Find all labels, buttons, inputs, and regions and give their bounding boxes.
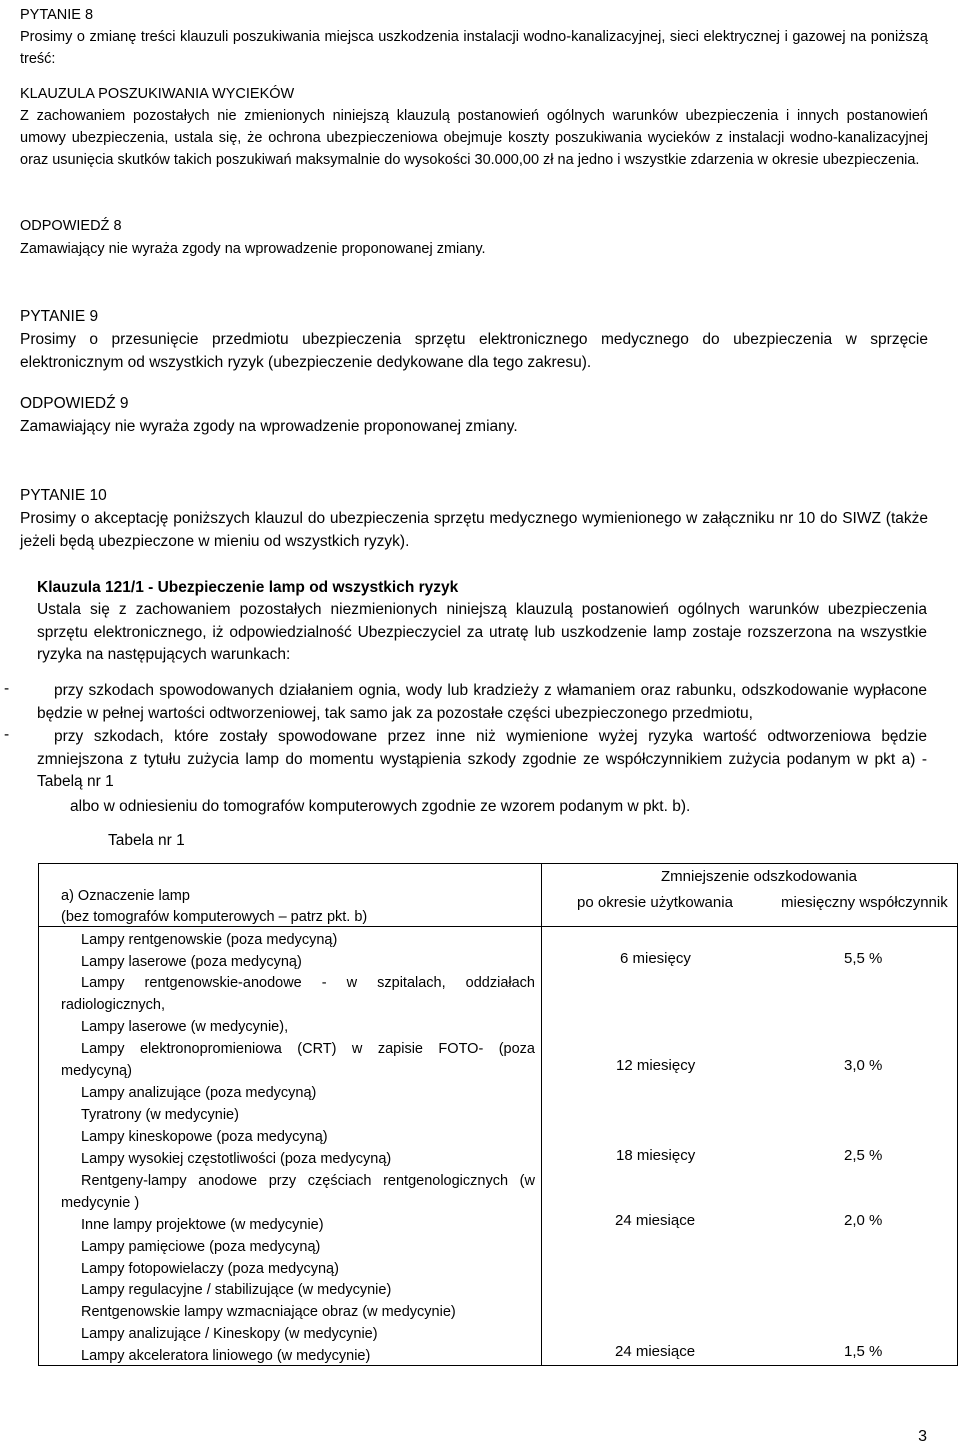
lamp-item: Lampy fotopowielaczy (poza medycyną) (81, 1261, 339, 1277)
header-period: po okresie użytkowania (577, 894, 733, 911)
question-8-clause-text: Z zachowaniem pozostałych nie zmienionych niniejszą klauzulą postanowień ogólnych warunków ubezpieczenia i innych postanowień umowy ubezpieczenia, ustala się, że ochrona ubezpieczeniowa obejmuje koszty poszukiwania wycieków z instalacji wodno-kanalizacyjnej oraz usunięcia skutków takich poszukiwań maksymalnie do wysokości 30.000,00 zł na jedno i wszystkie zdarzenia w okresie ubezpieczenia. (20, 108, 928, 168)
bullet-dash-1: - (4, 680, 10, 697)
page-number: 3 (918, 1428, 927, 1445)
table-row-2-lamps (61, 972, 535, 1126)
table-row-1-lamps (61, 929, 535, 973)
lamp-item: Lampy analizujące / Kineskopy (w medycynie) (81, 1326, 378, 1342)
question-8-clause-title: KLAUZULA POSZUKIWANIA WYCIEKÓW (20, 86, 295, 102)
question-10-heading: PYTANIE 10 (20, 487, 107, 504)
table-row-4-period: 24 miesiące (615, 1212, 696, 1229)
question-9-text: Prosimy o przesunięcie przedmiotu ubezpieczenia sprzętu elektronicznego medycznego do ubezpieczenia w sprzęcie elektronicznym od wszystkich ryzyk (ubezpieczenie dedykowane dla tego zakresu). (20, 331, 928, 371)
question-8-text: Prosimy o zmianę treści klauzuli poszukiwania miejsca uszkodzenia instalacji wodno-kanalizacyjnej, sieci elektrycznej i gazowej na poniższą treść: (20, 29, 928, 67)
question-8-heading: PYTANIE 8 (20, 7, 94, 23)
lamp-item: Lampy elektronopromieniowa (CRT) w zapisie FOTO- (poza medycyną) (61, 1041, 535, 1079)
lamp-item: Lampy pamięciowe (poza medycyną) (81, 1239, 321, 1255)
table-column-divider (541, 864, 542, 1365)
table-row-3-lamps (61, 1126, 535, 1170)
lamp-item: Lampy akceleratora liniowego (w medycynie) (81, 1348, 371, 1364)
answer-9-heading: ODPOWIEDŹ 9 (20, 395, 129, 412)
table-row-5-lamps (61, 1279, 535, 1367)
answer-9-text: Zamawiający nie wyraża zgody na wprowadzenie proponowanej zmiany. (20, 418, 518, 435)
question-10-text: Prosimy o akceptację poniższych klauzul do ubezpieczenia sprzętu medycznego wymienionego w załączniku nr 10 do SIWZ (także jeżeli będą ubezpieczone w mieniu od wszystkich ryzyk). (20, 510, 928, 550)
table-row-2-period: 12 miesięcy (616, 1057, 696, 1074)
lamp-item: Lampy laserowe (w medycynie), (81, 1019, 289, 1035)
table-row-3-period: 18 miesięcy (616, 1147, 696, 1164)
lamp-item: Lampy wysokiej częstotliwości (poza medycyną) (81, 1151, 392, 1167)
bullet-item-2-continuation: albo w odniesieniu do tomografów komputerowych zgodnie ze wzorem podanym w pkt. b). (70, 798, 691, 815)
lamp-item: Rentgenowskie lampy wzmacniające obraz (w medycynie) (81, 1304, 456, 1320)
lamp-item: Rentgeny-lampy anodowe przy częściach rentgenologicznych (w medycynie ) (61, 1173, 535, 1211)
lamp-item: Lampy regulacyjne / stabilizujące (w medycynie) (81, 1282, 392, 1298)
table-row-1-coefficient: 5,5 % (844, 950, 883, 967)
table-row-3-coefficient: 2,5 % (844, 1147, 883, 1164)
header-coefficient: miesięczny współczynnik (781, 894, 948, 911)
question-9-heading: PYTANIE 9 (20, 308, 99, 325)
table-row-5-coefficient: 1,5 % (844, 1343, 883, 1360)
header-reduction: Zmniejszenie odszkodowania (661, 868, 857, 885)
answer-8-heading: ODPOWIEDŹ 8 (20, 218, 122, 234)
lamp-item: Lampy rentgenowskie (poza medycyną) (81, 932, 338, 948)
table-row-1-period: 6 miesięcy (620, 950, 691, 967)
answer-8-text: Zamawiający nie wyraża zgody na wprowadzenie proponowanej zmiany. (20, 241, 486, 257)
lamp-item: Tyratrony (w medycynie) (81, 1107, 239, 1123)
clause-121-title: Klauzula 121/1 - Ubezpieczenie lamp od wszystkich ryzyk (37, 579, 459, 596)
lamp-item: Lampy kineskopowe (poza medycyną) (81, 1129, 328, 1145)
table-caption: Tabela nr 1 (108, 832, 185, 849)
bullet-dash-2: - (4, 726, 10, 743)
lamp-depreciation-table (38, 863, 958, 1366)
lamp-item: Inne lampy projektowe (w medycynie) (81, 1217, 324, 1233)
header-lamp-designation: a) Oznaczenie lamp (61, 888, 190, 904)
clause-121-text: Ustala się z zachowaniem pozostałych niezmienionych niniejszą klauzulą postanowień ogólnych warunków ubezpieczenia sprzętu elektronicznego, iż odpowiedzialność Ubezpieczyciel za utratę lub uszkodzenie lamp zostaje rozszerzona na wszystkie ryzyka na następujących warunkach: (37, 601, 927, 663)
table-row-5-period: 24 miesiące (615, 1343, 696, 1360)
table-row-4-coefficient: 2,0 % (844, 1212, 883, 1229)
table-row-4-lamps (61, 1170, 535, 1280)
lamp-item: Lampy rentgenowskie-anodowe - w szpitalach, oddziałach radiologicznych, (61, 975, 535, 1013)
bullet-item-1: przy szkodach spowodowanych działaniem ognia, wody lub kradzieży z włamaniem oraz rabunku, odszkodowanie wypłacone będzie w pełnej wartości odtworzeniowej, tak samo jak za pozostałe części ubezpieczonego przedmiotu, (37, 682, 927, 722)
lamp-item: Lampy analizujące (poza medycyną) (81, 1085, 317, 1101)
lamp-item: Lampy laserowe (poza medycyną) (81, 954, 302, 970)
header-lamp-designation-note: (bez tomografów komputerowych – patrz pkt. b) (61, 909, 368, 925)
bullet-item-2: przy szkodach, które zostały spowodowane przez inne niż wymienione wyżej ryzyka wartość odtworzeniowa będzie zmniejszona z tytułu zużycia lamp do momentu wystąpienia szkody zgodnie ze współczynnikiem zużycia podanym w pkt a) - Tabelą nr 1 (37, 728, 927, 790)
table-row-2-coefficient: 3,0 % (844, 1057, 883, 1074)
